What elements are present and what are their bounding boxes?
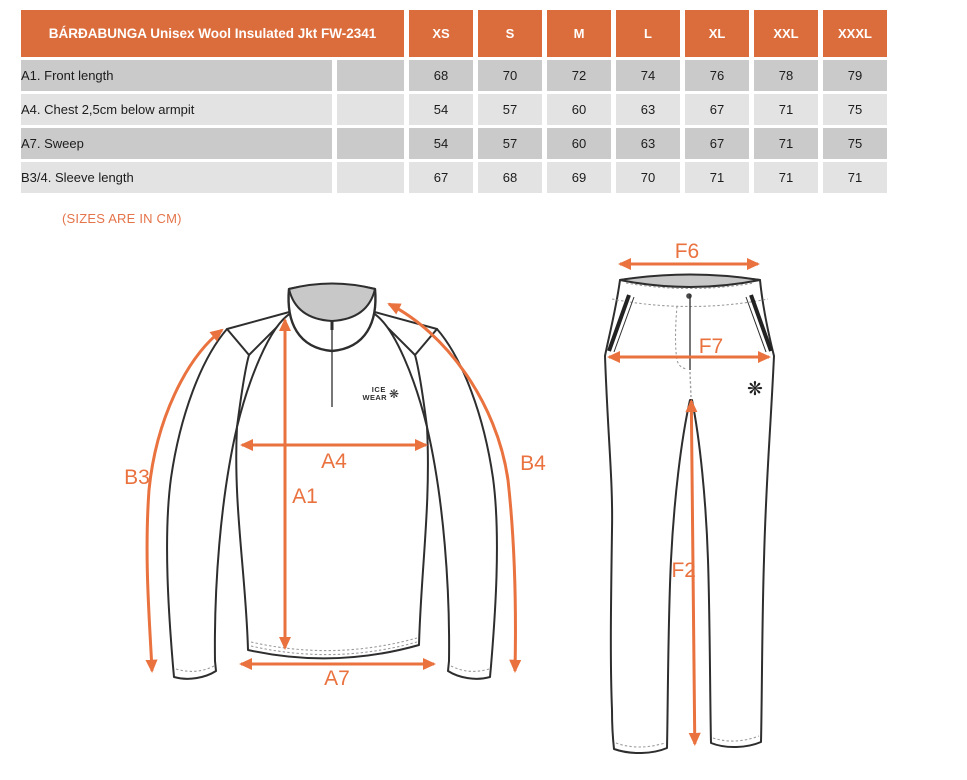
measurement-value: 76 [685, 60, 749, 91]
row-label: B3/4. Sleeve length [21, 162, 332, 193]
measurement-value: 60 [547, 94, 611, 125]
measurement-value: 69 [547, 162, 611, 193]
measurement-value: 71 [754, 128, 818, 159]
measurement-value: 67 [685, 128, 749, 159]
size-header-m: M [547, 10, 611, 57]
measurement-value: 57 [478, 94, 542, 125]
size-header-xl: XL [685, 10, 749, 57]
row-label: A7. Sweep [21, 128, 332, 159]
measurement-value: 71 [685, 162, 749, 193]
b3-label: B3 [124, 466, 150, 489]
a4-label: A4 [321, 450, 347, 473]
measurement-value: 60 [547, 128, 611, 159]
sizes-unit-note: (SIZES ARE IN CM) [62, 211, 182, 226]
measurement-value: 75 [823, 94, 887, 125]
logo-text-top: ICE [371, 385, 386, 394]
measurement-value: 78 [754, 60, 818, 91]
measurement-value: 67 [685, 94, 749, 125]
snowflake-icon: ❋ [388, 387, 400, 401]
row-label: A1. Front length [21, 60, 332, 91]
a1-label: A1 [292, 485, 318, 508]
f6-label: F6 [674, 240, 700, 263]
measurement-value: 74 [616, 60, 680, 91]
b4-label: B4 [520, 452, 546, 475]
pants-drawing [605, 240, 774, 753]
measurement-value: 68 [409, 60, 473, 91]
measurement-value: 70 [478, 60, 542, 91]
measurement-value: 57 [478, 128, 542, 159]
measurement-value: 68 [478, 162, 542, 193]
measurement-value: 70 [616, 162, 680, 193]
f2-label: F2 [671, 559, 696, 582]
measurement-value: 54 [409, 94, 473, 125]
size-header-s: S [478, 10, 542, 57]
measurement-value: 71 [754, 94, 818, 125]
measurement-value: 63 [616, 94, 680, 125]
size-header-l: L [616, 10, 680, 57]
snowflake-icon: ❋ [747, 379, 763, 400]
measurement-value: 54 [409, 128, 473, 159]
product-title: BÁRÐABUNGA Unisex Wool Insulated Jkt FW-2341 [21, 10, 404, 57]
measurement-value: 67 [409, 162, 473, 193]
jacket-drawing [124, 284, 546, 691]
size-header-xxxl: XXXL [823, 10, 887, 57]
measurement-value: 75 [823, 128, 887, 159]
row-label: A4. Chest 2,5cm below armpit [21, 94, 332, 125]
logo-text-bottom: WEAR [362, 393, 387, 402]
measurement-value: 63 [616, 128, 680, 159]
measurement-value: 71 [754, 162, 818, 193]
measurement-value: 71 [823, 162, 887, 193]
f7-label: F7 [698, 335, 724, 358]
size-header-xxl: XXL [754, 10, 818, 57]
measurement-value: 79 [823, 60, 887, 91]
measurement-value: 72 [547, 60, 611, 91]
a7-label: A7 [324, 667, 350, 690]
waist-button [686, 293, 692, 299]
size-header-xs: XS [409, 10, 473, 57]
